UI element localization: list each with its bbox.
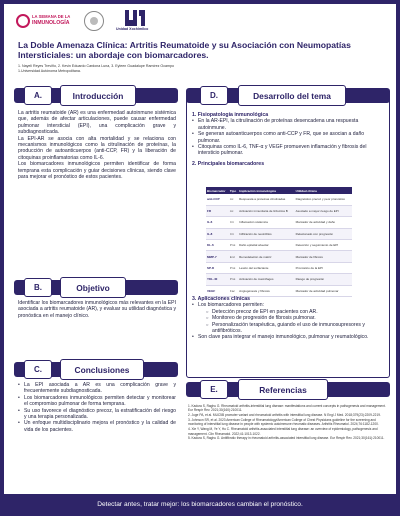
intro-paragraph-3: Los biomarcadores inmunológicos permiten identificar de forma temprana esta complicación y guiar decisiones clínicas, siendo clave para mejorar el pronóstico de estos pacientes. xyxy=(18,161,176,181)
section-b-body: Identificar los biomarcadores inmunológicos más relevantes en la EPI asociada a artritis reumatoide (AR), y evaluar su utilidad diagnóstica y pronóstica en el manejo clínico. xyxy=(18,300,176,319)
table-cell: Cit xyxy=(229,217,238,228)
table-row xyxy=(206,194,352,205)
aplicaciones-subitem: ○ Personalización terapéutica, guiando el uso de inmunosupresores y antifibróticos. xyxy=(206,322,382,335)
poster-title: La Doble Amenaza Clínica: Artritis Reumatoide y su Asociación con Neumopatías Intersticiales: un abordaje con biomarcadores. xyxy=(18,40,351,60)
authors-block xyxy=(18,64,390,73)
logo-bar xyxy=(16,10,156,34)
reference-item: 4. Xie Y, Wang M, Ye Y, Hu C. Rheumatoid arthritis-associated interstitial lung disease: an overview of epidemiology, pathogenesis and management. Clin Rheumatol. 2022;41:1013-1022. xyxy=(188,427,378,436)
section-c-title: Conclusiones xyxy=(60,359,144,380)
table-cell: Respuesta a proteínas citrulinadas xyxy=(238,194,295,205)
section-b-header xyxy=(14,280,178,295)
table-row xyxy=(206,251,352,262)
section-b-letter: B. xyxy=(24,278,52,297)
table-header-row xyxy=(206,187,352,194)
reference-item: 3. Johnson SR, et al. 2023 American College of Rheumatology/American College of Chest Physicians guideline for the screening and monitoring of interstitial lung disease in people with systemic autoimmune rheumatic diseases. Arthritis Rheumatol. 2024;76:1182-1200. xyxy=(188,418,379,427)
reference-item: 5. Kadura S, Raghu G. Antifibrotic therapy in rheumatoid arthritis-associated interstitial lung disease. Eur Respir Rev. 2021;30(161):210011. xyxy=(188,436,385,441)
table-cell: Angiogénesis y fibrosis xyxy=(238,285,295,296)
section-c-letter: C. xyxy=(24,360,52,379)
table-cell: Marcador de actividad y daño xyxy=(295,217,352,228)
table-row xyxy=(206,205,352,216)
reference-item: 1. Kadura S, Raghu G. Rheumatoid arthritis-interstitial lung disease: manifestations and current concepts in pathogenesis and management. Eur Respir Rev. 2021;30(160):210011. xyxy=(188,404,386,413)
aplicaciones-sublist xyxy=(198,309,382,335)
seal-logo-icon xyxy=(84,11,104,31)
table-row xyxy=(206,240,352,251)
section-d-letter: D. xyxy=(200,86,228,105)
logo-text-line1: LA SEMANA DE LA xyxy=(32,14,71,19)
table-cell: Asociado a mayor riesgo de EPI xyxy=(295,205,352,216)
table-cell: Ac xyxy=(229,194,238,205)
table-cell: Cit xyxy=(229,228,238,239)
fisiopatologia-item: • Citoquinas como IL-6, TNF-α y VEGF promueven inflamación y fibrosis del intersticio pulmonar. xyxy=(192,144,382,157)
table-cell: IL-6 xyxy=(206,217,229,228)
section-a-title: Introducción xyxy=(60,85,136,106)
aplicaciones-intro: Los biomarcadores permiten: xyxy=(198,302,264,309)
reference-item: 2. Juge PA, et al. MUC5B promoter variant and rheumatoid arthritis with interstitial lung disease. N Engl J Med. 2018;379(23):2209-2219. xyxy=(188,413,381,418)
fisiopatologia-item: • En la AR-EPI, la citrulinación de proteínas desencadena una respuesta autoinmune. xyxy=(192,118,382,131)
table-header: Tipo xyxy=(229,188,237,193)
section-c-header xyxy=(14,362,178,377)
table-cell: Marcador de fibrosis xyxy=(295,251,352,262)
uam-logo-text: Unidad Xochimilco xyxy=(116,27,149,31)
table-row xyxy=(206,228,352,239)
uam-logo-icon xyxy=(124,10,146,26)
intro-paragraph-2: La EPI-AR se asocia con alta mortalidad y se relaciona con mecanismos inmunológicos como la citrulinación de proteínas, la producción de autoanticuerpos (anti-CCP, FR) y la liberación de citoquinas proinflamatorias como IL-6. xyxy=(18,135,176,161)
section-e-title: Referencias xyxy=(238,379,328,400)
table-cell: Prot xyxy=(229,274,238,285)
section-d-part1 xyxy=(192,110,382,167)
table-cell: Lesión del surfactante xyxy=(238,262,295,273)
aplicaciones-subitem: ○ Detección precoz de EPI en pacientes con AR. xyxy=(206,309,382,315)
aplicaciones-list xyxy=(192,302,382,340)
section-a-letter: A. xyxy=(24,86,52,105)
section-b-title: Objetivo xyxy=(60,277,126,298)
table-row xyxy=(206,217,352,228)
table-cell: Marcador de actividad pulmonar xyxy=(295,285,352,296)
conclusion-item: • Su uso favorece el diagnóstico precoz, la estratificación del riesgo y una terapia personalizada. xyxy=(18,408,176,421)
references-list xyxy=(188,404,388,441)
table-header: Utilidad clínica xyxy=(295,187,352,194)
table-cell: KL-6 xyxy=(206,240,229,251)
table-cell: Detección y seguimiento de EPI xyxy=(295,240,352,251)
immunology-week-logo xyxy=(16,12,78,32)
table-cell: Inflamación sistémica xyxy=(238,217,295,228)
table-header: Biomarcador xyxy=(206,187,229,194)
conclusions-list xyxy=(18,382,176,433)
affiliation: 1.Universidad Autónoma Metropolitana. xyxy=(18,68,81,73)
aplicaciones-subitem: ○ Monitoreo de progresión de fibrosis pulmonar. xyxy=(206,315,382,321)
section-d-title: Desarrollo del tema xyxy=(238,85,346,106)
table-cell: Diagnóstico precoz y peor pronóstico xyxy=(295,194,352,205)
table-cell: Prot xyxy=(229,240,238,251)
uam-logo xyxy=(116,10,156,34)
table-cell: YKL-40 xyxy=(206,274,229,285)
table-header: Implicación inmunológica xyxy=(238,187,295,194)
logo-text-line2: INMUNOLOGÍA xyxy=(32,20,70,26)
conclusion-item: • Un enfoque multidisciplinario mejora el pronóstico y la calidad de vida de los pacientes. xyxy=(18,420,176,433)
fisiopatologia-list xyxy=(192,118,382,156)
section-d-part3 xyxy=(192,294,382,341)
section-a-header xyxy=(14,88,178,103)
table-cell: IL-8 xyxy=(206,228,229,239)
table-cell: FR xyxy=(206,205,229,216)
table-row xyxy=(206,274,352,285)
aplicaciones-item: • Son clave para integrar el manejo inmunológico, pulmonar y reumatológico. xyxy=(192,334,382,340)
table-cell: Enz xyxy=(229,251,238,262)
section-e-letter: E. xyxy=(200,380,228,399)
table-cell: Remodelación de matriz xyxy=(238,251,295,262)
table-cell: Activación inmunitaria de linfocitos B xyxy=(238,205,295,216)
table-cell: SP-D xyxy=(206,262,229,273)
subheading-fisiopatologia: 1. Fisiopatología inmunológica xyxy=(192,112,269,118)
authors: 1. Nayeli Reyes Treviño, 2. Kevin Eduardo Cardona Luna, 3. Eyleen Guadalupe Ramírez Ocampo xyxy=(18,64,175,68)
aplicaciones-item xyxy=(192,302,382,334)
table-cell: Infiltración de neutrófilos xyxy=(238,228,295,239)
table-cell: Activación de macrófagos xyxy=(238,274,295,285)
immunology-logo-icon xyxy=(16,14,30,28)
biomarkers-table-body xyxy=(206,194,352,297)
table-cell: Ac xyxy=(229,205,238,216)
conclusion-item: • La EPI asociada a AR es una complicación grave y frecuentemente subdiagnosticada. xyxy=(18,382,176,395)
fisiopatologia-item: • Se generan autoanticuerpos como anti-CCP y FR, que se asocian a daño pulmonar. xyxy=(192,131,382,144)
footer-tagline: Detectar antes, tratar mejor: los biomarcadores cambian el pronóstico. xyxy=(97,501,303,508)
table-cell: Riesgo de progresión xyxy=(295,274,352,285)
table-cell: Pronóstico de la EPI xyxy=(295,262,352,273)
table-cell: Prot xyxy=(229,262,238,273)
poster-sheet xyxy=(4,4,396,494)
section-a-body xyxy=(18,110,176,180)
table-cell: Daño epitelial alveolar xyxy=(238,240,295,251)
section-e-header xyxy=(186,382,390,397)
table-cell: anti-CCP xyxy=(206,194,229,205)
subheading-aplicaciones: 3. Aplicaciones clínicas xyxy=(192,296,251,302)
conclusion-item: • Los biomarcadores inmunológicos permiten detectar y monitorear el compromiso pulmonar de forma temprana. xyxy=(18,395,176,408)
table-cell: Relacionado con progresión xyxy=(295,228,352,239)
table-cell: VEGF xyxy=(206,285,229,296)
subheading-biomarcadores: 2. Principales biomarcadores xyxy=(192,160,265,167)
biomarkers-table xyxy=(206,187,352,297)
table-row xyxy=(206,262,352,273)
table-cell: Fac xyxy=(229,285,238,296)
table-cell: MMP-7 xyxy=(206,251,229,262)
section-d-header xyxy=(186,88,390,103)
intro-paragraph-1: La artritis reumatoide (AR) es una enfermedad autoinmune sistémica que, además de afectar articulaciones, puede causar enfermedad pulmonar intersticial (EPI), una complicación grave y subdiagnosticada. xyxy=(18,110,176,136)
